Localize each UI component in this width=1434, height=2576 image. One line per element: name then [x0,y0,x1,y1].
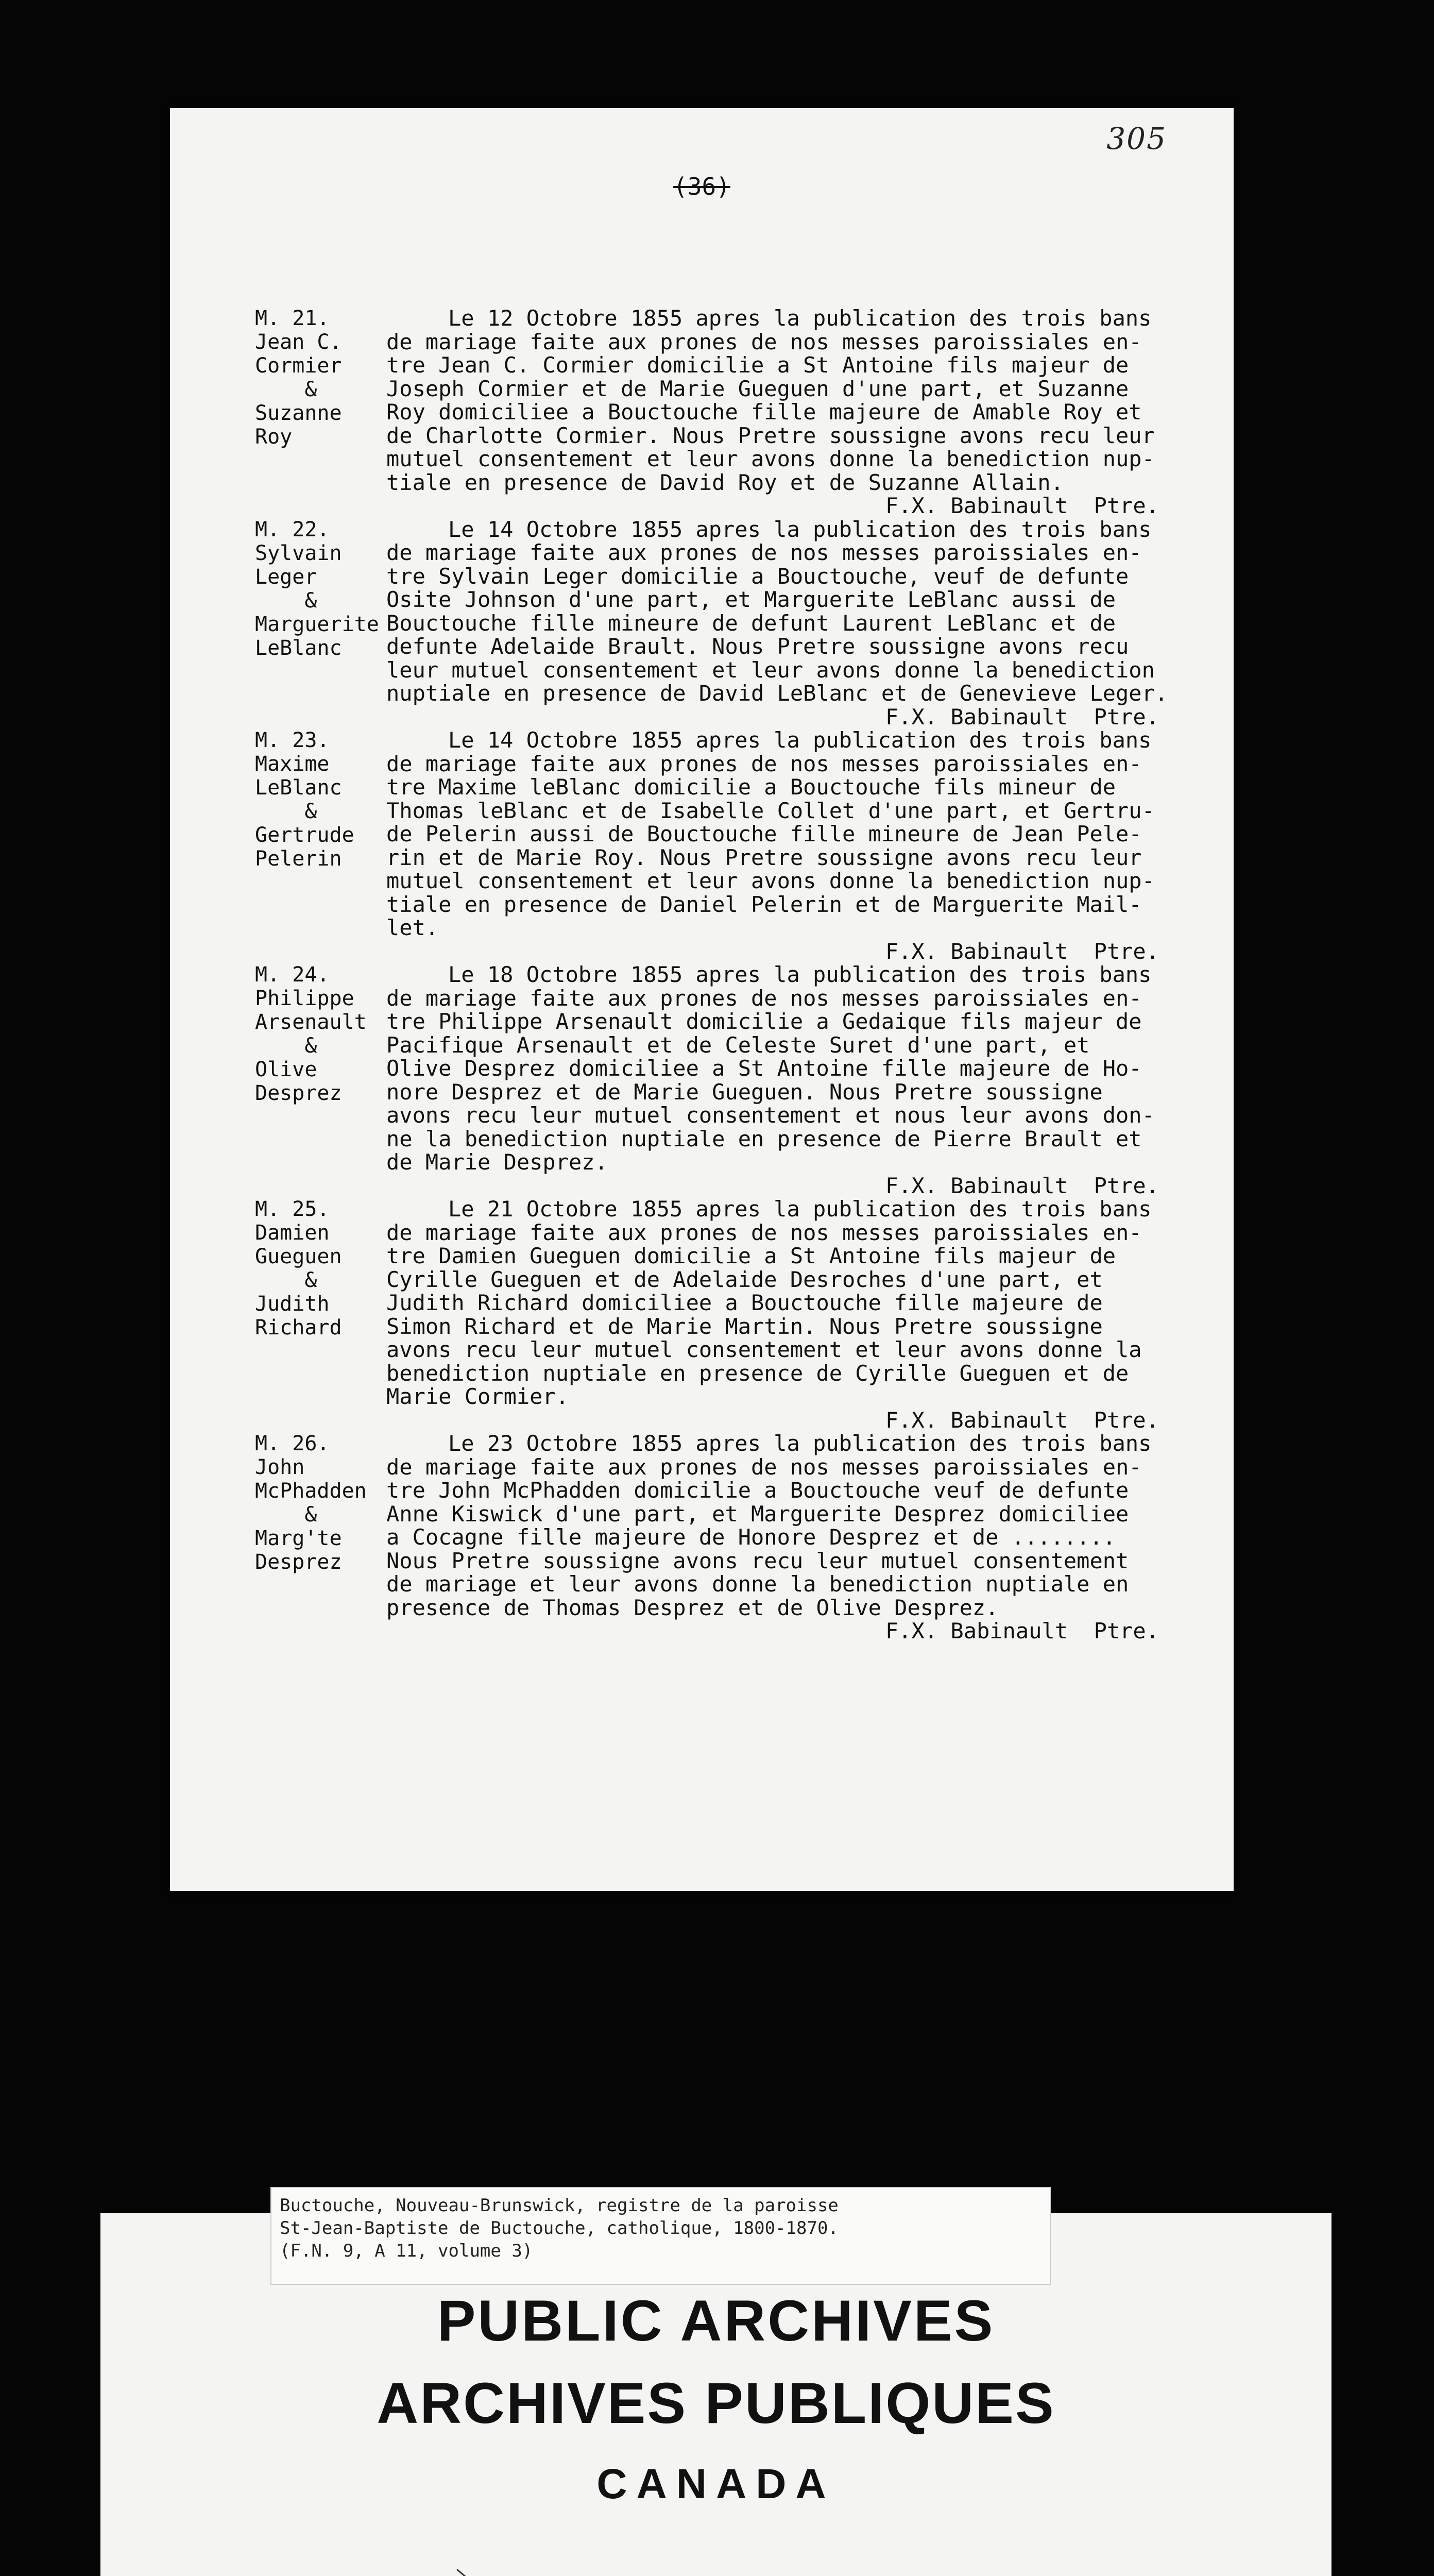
margin-line: Sylvain [255,541,342,565]
handwritten-page-number: 305 [1106,121,1167,156]
entry-line: Joseph Cormier et de Marie Gueguen d'une part, et Suzanne [386,376,1129,401]
entry-text [386,1197,1203,1432]
marriage-entry [255,518,1203,729]
entry-line: Nous Pretre soussigne avons recu leur mutuel consentement [386,1548,1129,1573]
archive-heading-french: ARCHIVES PUBLIQUES [377,2371,1055,2435]
entry-line: ne la benediction nuptiale en presence de Pierre Brault et [386,1126,1142,1151]
margin-line: Gertrude [255,823,354,847]
entry-line: avons recu leur mutuel consentement et nous leur avons don- [386,1103,1155,1128]
margin-line: & [255,1503,317,1527]
margin-line: Leger [255,565,317,589]
entry-line: a Cocagne fille majeure de Honore Desprez et de ........ [386,1524,1116,1550]
margin-line: & [255,588,317,613]
margin-line: Jean C. [255,330,342,354]
priest-signature: F.X. Babinault Ptre. [885,1173,1159,1198]
margin-line: Richard [255,1316,342,1340]
margin-line: Pelerin [255,847,342,871]
margin-line: & [255,1268,317,1292]
entry-line: Osite Johnson d'une part, et Marguerite LeBlanc aussi de [386,587,1116,612]
entry-text [386,1432,1203,1643]
margin-line: Cormier [255,354,342,378]
marriage-entries [255,307,1203,1643]
entry-line: Cyrille Gueguen et de Adelaide Desroches d'une part, et [386,1266,1103,1292]
marriage-entry [255,1197,1203,1432]
entry-line: defunte Adelaide Brault. Nous Pretre soussigne avons recu [386,634,1129,659]
entry-line: Le 14 Octobre 1855 apres la publication des trois bans [448,516,1152,542]
entry-line: nore Desprez et de Marie Gueguen. Nous Pretre soussigne [386,1079,1103,1105]
margin-line: Marguerite [255,612,379,636]
entry-line: Le 14 Octobre 1855 apres la publication des trois bans [448,727,1152,753]
entry-text [386,963,1203,1197]
citation-line: (F.N. 9, A 11, volume 3) [280,2241,533,2261]
citation-line: St-Jean-Baptiste de Buctouche, catholique, 1800-1870. [280,2218,839,2239]
margin-line: Desprez [255,1081,342,1105]
priest-signature: F.X. Babinault Ptre. [885,493,1159,518]
entry-line: Bouctouche fille mineure de defunt Laurent LeBlanc et de [386,610,1116,636]
margin-line: Olive [255,1058,317,1081]
margin-line: Marg'te [255,1527,342,1550]
entry-line: tre Maxime leBlanc domicilie a Bouctouche fils mineur de [386,774,1116,800]
marriage-entry [255,307,1203,518]
entry-line: de mariage faite aux prones de nos messes paroissiales en- [386,751,1142,776]
marriage-entry [255,963,1203,1197]
entry-line: Le 21 Octobre 1855 apres la publication des trois bans [448,1196,1152,1222]
entry-line: de Marie Desprez. [386,1149,608,1175]
entry-line: Anne Kiswick d'une part, et Marguerite Desprez domiciliee [386,1501,1129,1527]
entry-line: Marie Cormier. [386,1384,569,1409]
entry-line: tiale en presence de Daniel Pelerin et de Marguerite Mail- [386,891,1142,917]
entry-line: mutuel consentement et leur avons donne la benediction nup- [386,446,1155,471]
margin-line: M. 23. [255,728,330,752]
entry-line: mutuel consentement et leur avons donne la benediction nup- [386,868,1155,893]
margin-line: M. 24. [255,963,330,987]
margin-line: M. 26. [255,1432,330,1455]
entry-line: leur mutuel consentement et leur avons donne la benediction [386,657,1155,683]
priest-signature: F.X. Babinault Ptre. [885,1407,1159,1433]
folio-number: (36) [673,173,730,200]
margin-line: & [255,378,317,401]
register-page [170,108,1234,1891]
margin-line: M. 25. [255,1197,330,1221]
entry-text [386,518,1203,729]
entry-line: rin et de Marie Roy. Nous Pretre soussigne avons recu leur [386,844,1142,870]
entry-margin-note [255,728,386,963]
margin-line: Gueguen [255,1245,342,1268]
entry-line: Simon Richard et de Marie Martin. Nous Pretre soussigne [386,1313,1103,1339]
margin-line: M. 22. [255,517,330,541]
entry-line: Pacifique Arsenault et de Celeste Suret d'une part, et [386,1032,1090,1058]
citation-slip [270,2187,1051,2285]
marriage-entry [255,728,1203,963]
entry-line: tre Philippe Arsenault domicilie a Gedaique fils majeur de [386,1009,1142,1034]
citation-line: Buctouche, Nouveau-Brunswick, registre de la paroisse [280,2195,839,2216]
archive-heading-english: PUBLIC ARCHIVES [437,2289,995,2353]
entry-text [386,307,1203,518]
entry-margin-note [255,963,386,1197]
priest-signature: F.X. Babinault Ptre. [885,938,1159,964]
priest-signature: F.X. Babinault Ptre. [885,704,1159,730]
margin-line: & [255,1034,317,1058]
margin-line: LeBlanc [255,636,342,660]
priest-signature: F.X. Babinault Ptre. [885,1618,1159,1643]
margin-line: LeBlanc [255,776,342,800]
entry-line: Judith Richard domiciliee a Bouctouche fille majeure de [386,1290,1103,1315]
archive-heading-country: CANADA [596,2461,835,2507]
margin-line: Philippe [255,987,354,1010]
margin-line: John [255,1455,305,1479]
entry-margin-note [255,1432,386,1643]
margin-line: Roy [255,425,293,449]
entry-line: Olive Desprez domiciliee a St Antoine fille majeure de Ho- [386,1056,1142,1081]
entry-line: de mariage et leur avons donne la benediction nuptiale en [386,1571,1129,1597]
entry-line: Thomas leBlanc et de Isabelle Collet d'une part, et Gertru- [386,798,1155,823]
entry-line: de mariage faite aux prones de nos messes paroissiales en- [386,985,1142,1011]
margin-line: Arsenault [255,1010,367,1034]
entry-line: tre Damien Gueguen domicilie a St Antoine fils majeur de [386,1243,1116,1268]
entry-line: de mariage faite aux prones de nos messes paroissiales en- [386,1219,1142,1245]
entry-line: nuptiale en presence de David LeBlanc et de Genevieve Leger. [386,681,1168,706]
entry-line: de mariage faite aux prones de nos messes paroissiales en- [386,329,1142,354]
entry-line: tiale en presence de David Roy et de Suzanne Allain. [386,469,1064,495]
entry-line: de mariage faite aux prones de nos messes paroissiales en- [386,540,1142,565]
entry-line: de Pelerin aussi de Bouctouche fille mineure de Jean Pele- [386,821,1142,846]
entry-line: Le 18 Octobre 1855 apres la publication des trois bans [448,962,1152,987]
entry-line: Roy domiciliee a Bouctouche fille majeure de Amable Roy et [386,399,1142,425]
entry-margin-note [255,307,386,518]
margin-line: Damien [255,1221,330,1245]
entry-line: tre Sylvain Leger domicilie a Bouctouche, veuf de defunte [386,563,1129,589]
margin-line: Judith [255,1292,330,1316]
entry-line: Le 12 Octobre 1855 apres la publication des trois bans [448,306,1152,331]
entry-line: presence de Thomas Desprez et de Olive Desprez. [386,1595,999,1620]
entry-margin-note [255,1197,386,1432]
entry-line: de mariage faite aux prones de nos messes paroissiales en- [386,1454,1142,1480]
entry-line: benediction nuptiale en presence de Cyrille Gueguen et de [386,1360,1129,1386]
margin-line: & [255,800,317,823]
entry-line: tre John McPhadden domicilie a Bouctouche veuf de defunte [386,1478,1129,1503]
entry-margin-note [255,518,386,729]
marriage-entry [255,1432,1203,1643]
entry-line: Le 23 Octobre 1855 apres la publication des trois bans [448,1431,1152,1456]
entry-line: de Charlotte Cormier. Nous Pretre soussigne avons recu leur [386,422,1155,448]
entry-line: tre Jean C. Cormier domicilie a St Antoine fils majeur de [386,352,1129,378]
margin-line: Maxime [255,752,330,776]
entry-line: let. [386,915,439,940]
margin-line: McPhadden [255,1479,367,1503]
entry-line: avons recu leur mutuel consentement et leur avons donne la [386,1337,1142,1362]
entry-text [386,728,1203,963]
margin-line: Suzanne [255,401,342,425]
margin-line: Desprez [255,1550,342,1574]
margin-line: M. 21. [255,307,330,330]
